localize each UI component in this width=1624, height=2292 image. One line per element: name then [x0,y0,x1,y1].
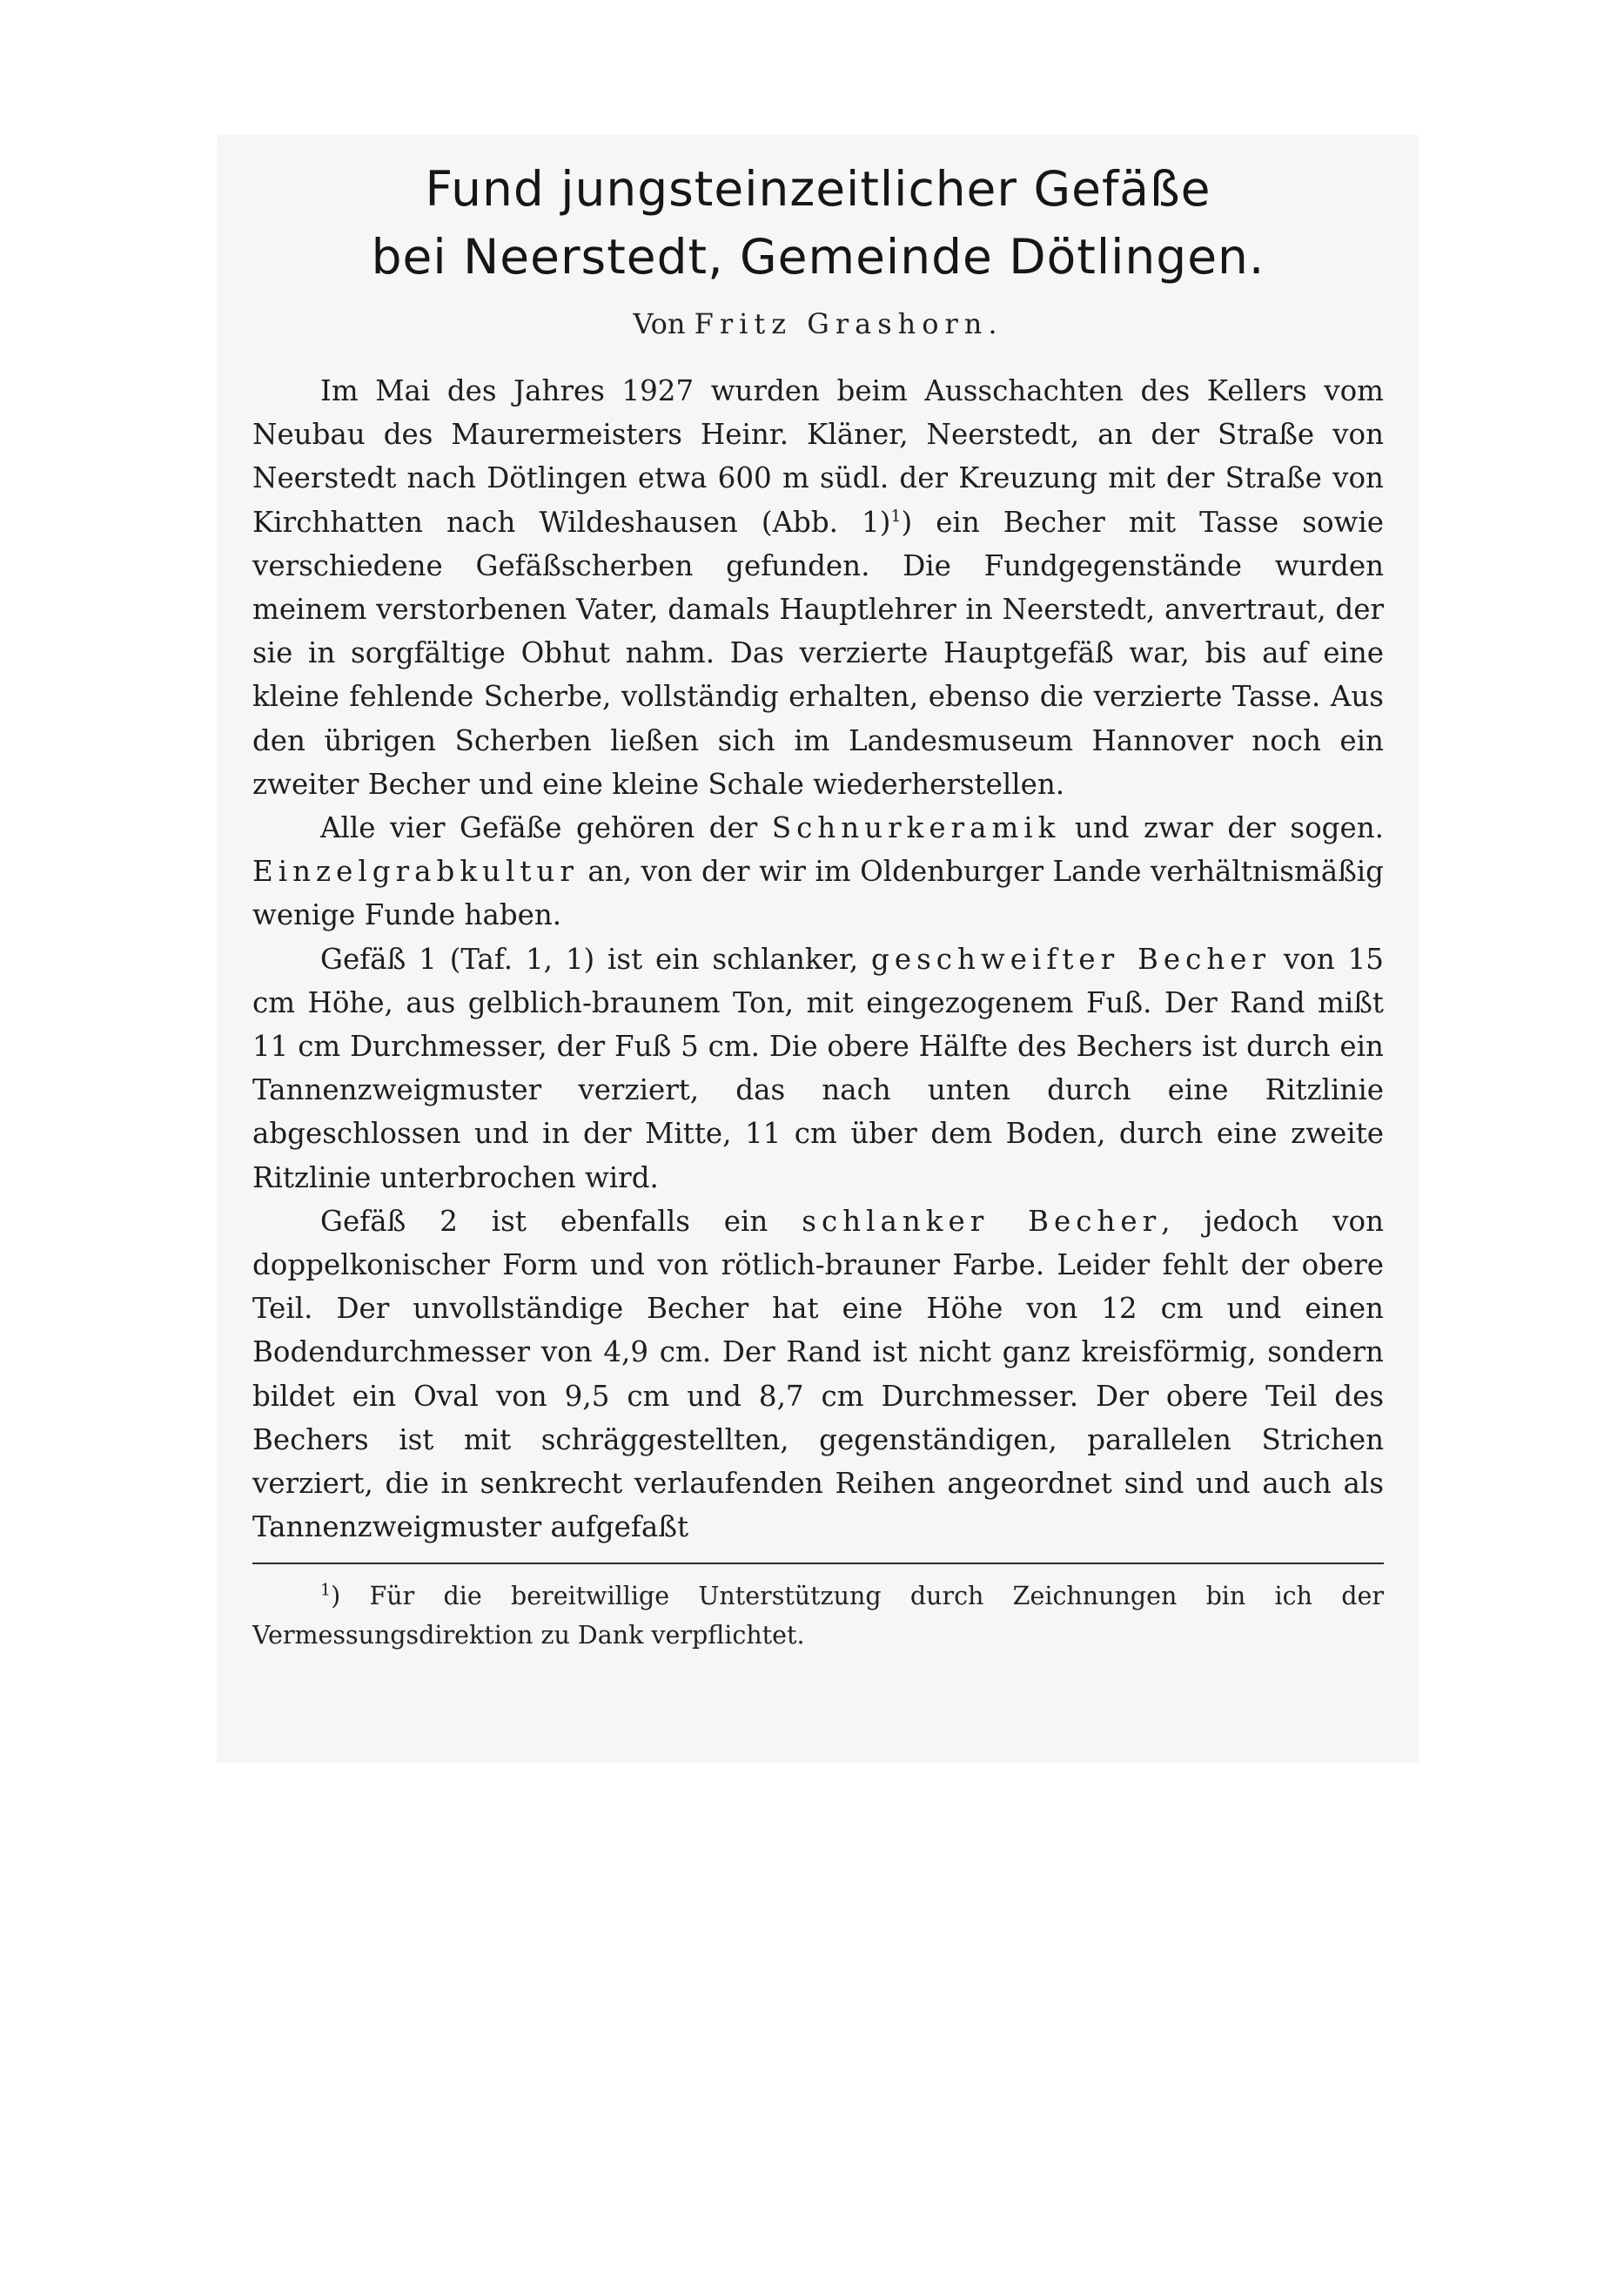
paragraph-4-text: Gefäß 2 ist ebenfalls ein [320,1204,768,1238]
author-name: Fritz Grashorn. [694,307,1003,340]
paragraph-2-text-b: und zwar der sogen. [1074,811,1384,845]
spaced-term-geschweifter-becher: geschweifter Becher [871,942,1272,976]
footnote-ref: 1 [890,506,902,526]
spaced-term-einzelgrabkultur: Einzelgrabkultur [252,855,579,889]
spaced-term-schnurkeramik: Schnurkeramik [771,811,1061,845]
paragraph-2-text: Alle vier Gefäße gehören der [320,811,758,845]
paragraph-2 [252,806,1384,938]
paragraph-1 [252,369,1384,806]
paragraph-1-text: Im Mai des Jahres 1927 wurden beim Ausschachten des Kellers vom Neubau des Maurermeisters Heinr. Kläner, Neerstedt, an der Straße von Neerstedt nach Dötlingen etwa 600 m südl. der Kreuzung mit der Straße von Kirchhatten nach Wildeshausen (Abb. 1) [252,374,1384,539]
paragraph-1-text-continued: ) ein Becher mit Tasse sowie verschiedene Gefäßscherben gefunden. Die Fundgegenstände wurden meinem verstorbenen Vater, damals Hauptlehrer in Neerstedt, anvertraut, der sie in sorgfältige Obhut nahm. Das verzierte Hauptgefäß war, bis auf eine kleine fehlende Scherbe, vollständig erhalten, ebenso die verzierte Tasse. Aus den übrigen Scherben ließen sich im Landesmuseum Hannover noch ein zweiter Becher und eine kleine Schale wiederherstellen. [252,505,1384,801]
article-title [252,155,1384,291]
footnote [252,1576,1384,1655]
paragraph-3-text: Gefäß 1 (Taf. 1, 1) ist ein schlanker, [320,942,859,976]
spaced-term-schlanker-becher: schlanker Becher [802,1204,1162,1238]
author-line [252,306,1384,341]
paragraph-3-text-b: von 15 cm Höhe, aus gelblich-braunem Ton, mit eingezogenem Fuß. Der Rand mißt 11 cm Durchmesser, der Fuß 5 cm. Die obere Hälfte des Bechers ist durch ein Tannenzweigmuster verziert, das nach unten durch eine Ritzlinie abgeschlossen und in der Mitte, 11 cm über dem Boden, durch eine zweite Ritzlinie unterbrochen wird. [252,942,1384,1194]
title-line-1: Fund jungsteinzeitlicher Gefäße [425,161,1211,217]
footnote-divider [252,1563,1384,1564]
paragraph-2-text-c: an, von der wir im Oldenburger Lande verhältnismäßig wenige Funde haben. [252,855,1384,932]
paragraph-3 [252,938,1384,1200]
article [252,155,1384,1655]
paragraph-4-text-b: , jedoch von doppelkonischer Form und von rötlich-brauner Farbe. Leider fehlt der obere Teil. Der unvollständige Becher hat eine Höhe von 12 cm und einen Bodendurchmesser von 4,9 cm. Der Rand ist nicht ganz kreisförmig, sondern bildet ein Oval von 9,5 cm und 8,7 cm Durchmesser. Der obere Teil des Bechers ist mit schräggestellten, gegenständigen, parallelen Strichen verziert, die in senkrecht verlaufenden Reihen angeordnet sind und auch als Tannenzweigmuster aufgefaßt [252,1204,1384,1544]
author-prefix: Von [633,307,686,340]
footnote-text: ) Für die bereitwillige Unterstützung durch Zeichnungen bin ich der Vermessungsdirektion zu Dank verpflichtet. [252,1582,1384,1650]
paragraph-4 [252,1200,1384,1549]
footnote-mark: 1 [320,1580,332,1600]
title-line-2: bei Neerstedt, Gemeinde Dötlingen. [371,229,1265,285]
